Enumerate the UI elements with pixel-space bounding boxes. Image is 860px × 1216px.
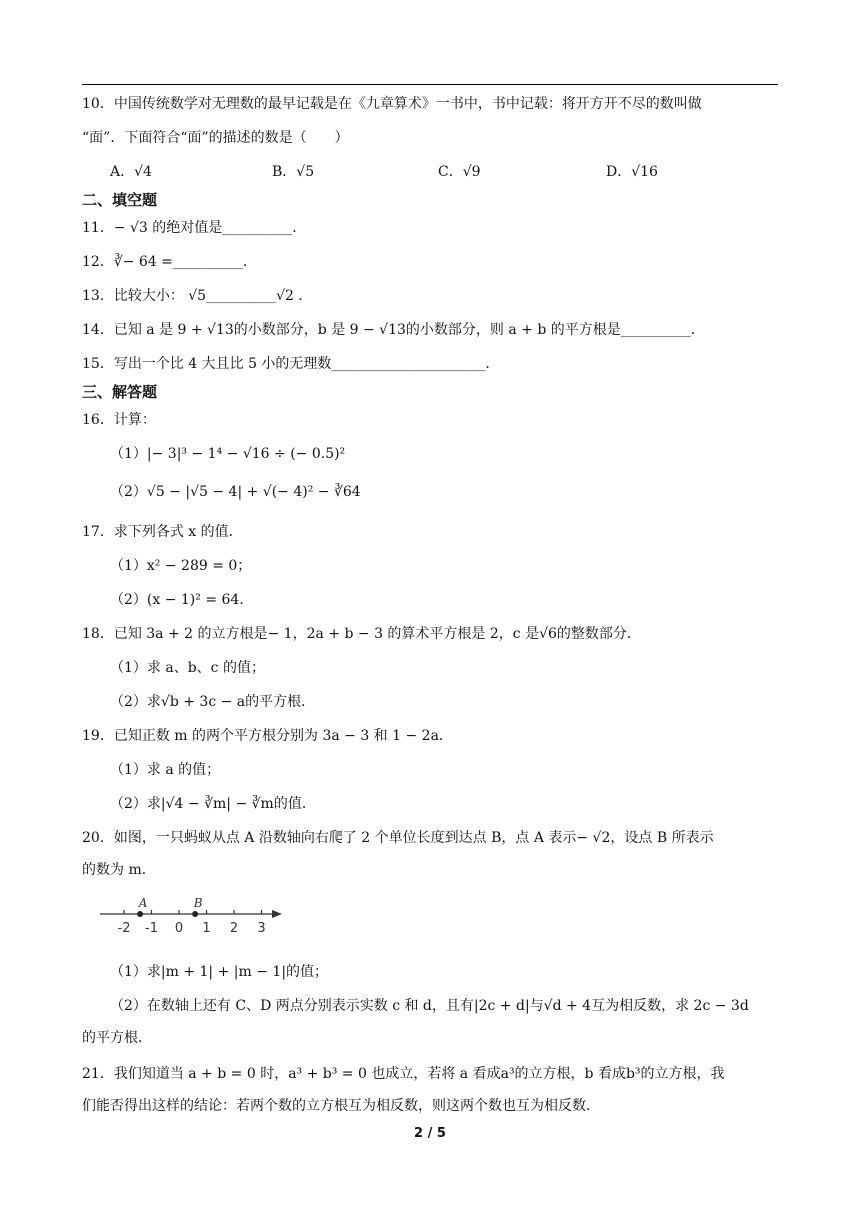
q20-line2: 的数为 m． — [82, 862, 156, 878]
section-fill-blank-title: 二、填空题 — [82, 191, 158, 209]
q18-part2: （2）求√b + 3c − a的平方根． — [110, 694, 316, 710]
q20-line1: 20．如图，一只蚂蚁从点 A 沿数轴向右爬了 2 个单位长度到达点 B，点 A 表示− √2，设点 B 所表示 — [82, 830, 714, 846]
page-number: 2 / 5 — [414, 1126, 446, 1141]
q10-line2: “面”．下面符合“面”的描述的数是（ ） — [82, 130, 349, 146]
number-line-figure — [98, 896, 288, 936]
q18-part1: （1）求 a、b、c 的值； — [110, 660, 265, 676]
q18-stem: 18．已知 3a + 2 的立方根是− 1，2a + b − 3 的算术平方根是 2，c 是√6的整数部分． — [82, 626, 641, 642]
number-line-tick-label: -2 — [117, 921, 131, 936]
number-line-point — [192, 911, 198, 917]
number-line-point-label: A — [138, 896, 148, 910]
q21-line1: 21．我们知道当 a + b = 0 时，a³ + b³ = 0 也成立，若将 a 看成a³的立方根，b 看成b³的立方根，我 — [82, 1066, 725, 1082]
q19-part1: （1）求 a 的值； — [110, 762, 221, 778]
q19-part2: （2）求|√4 − ∛m| − ∛m的值． — [110, 796, 316, 812]
q10-choice-a: A．√4 — [110, 164, 152, 180]
q16-part1: （1）|− 3|³ − 1⁴ − √16 ÷ (− 0.5)² — [110, 446, 346, 462]
q20-part2-line2: 的平方根． — [82, 1030, 152, 1046]
q21-line2: 们能否得出这样的结论：若两个数的立方根互为相反数，则这两个数也互为相反数． — [82, 1098, 600, 1114]
q17-stem: 17．求下列各式 x 的值． — [82, 524, 243, 540]
q15: 15．写出一个比 4 大且比 5 小的无理数______________________． — [82, 356, 500, 372]
number-line-tick-label: 3 — [257, 921, 266, 936]
q19-stem: 19．已知正数 m 的两个平方根分别为 3a − 3 和 1 − 2a． — [82, 728, 453, 744]
number-line-point-label: B — [193, 896, 203, 910]
q12: 12．∛− 64 =__________． — [82, 254, 257, 270]
q17-part2: （2）(x − 1)² = 64． — [110, 592, 254, 608]
number-line-point — [137, 911, 143, 917]
number-line-tick-label: -1 — [145, 921, 158, 936]
q16-stem: 16．计算： — [82, 412, 156, 428]
number-line-tick-label: 2 — [229, 921, 239, 936]
q14: 14．已知 a 是 9 + √13的小数部分，b 是 9 − √13的小数部分，则 a + b 的平方根是__________． — [82, 322, 705, 338]
header-rule — [82, 84, 778, 85]
q10-choice-d: D．√16 — [606, 164, 658, 180]
section-answer-title: 三、解答题 — [82, 383, 158, 401]
q20-part1: （1）求|m + 1| + |m − 1|的值； — [110, 964, 329, 980]
q17-part1: （1）x² − 289 = 0； — [110, 558, 252, 574]
number-line-arrow — [272, 910, 282, 918]
number-line-tick-label: 1 — [202, 921, 211, 936]
q10-choice-c: C．√9 — [438, 164, 481, 180]
q20-part2-line1: （2）在数轴上还有 C、D 两点分别表示实数 c 和 d，且有|2c + d|与√d + 4互为相反数，求 2c − 3d — [110, 998, 749, 1014]
q13: 13．比较大小： √5__________√2 ． — [82, 288, 313, 304]
q10-line1: 10．中国传统数学对无理数的最早记载是在《九章算术》一书中，书中记载：将开方开不尽的数叫做 — [82, 96, 702, 112]
number-line-tick-label: 0 — [174, 921, 184, 936]
q10-choice-b: B．√5 — [272, 164, 315, 180]
q16-part2: （2）√5 − |√5 − 4| + √(− 4)² − ∛64 — [110, 484, 361, 500]
q11: 11．− √3 的绝对值是__________． — [82, 220, 307, 236]
